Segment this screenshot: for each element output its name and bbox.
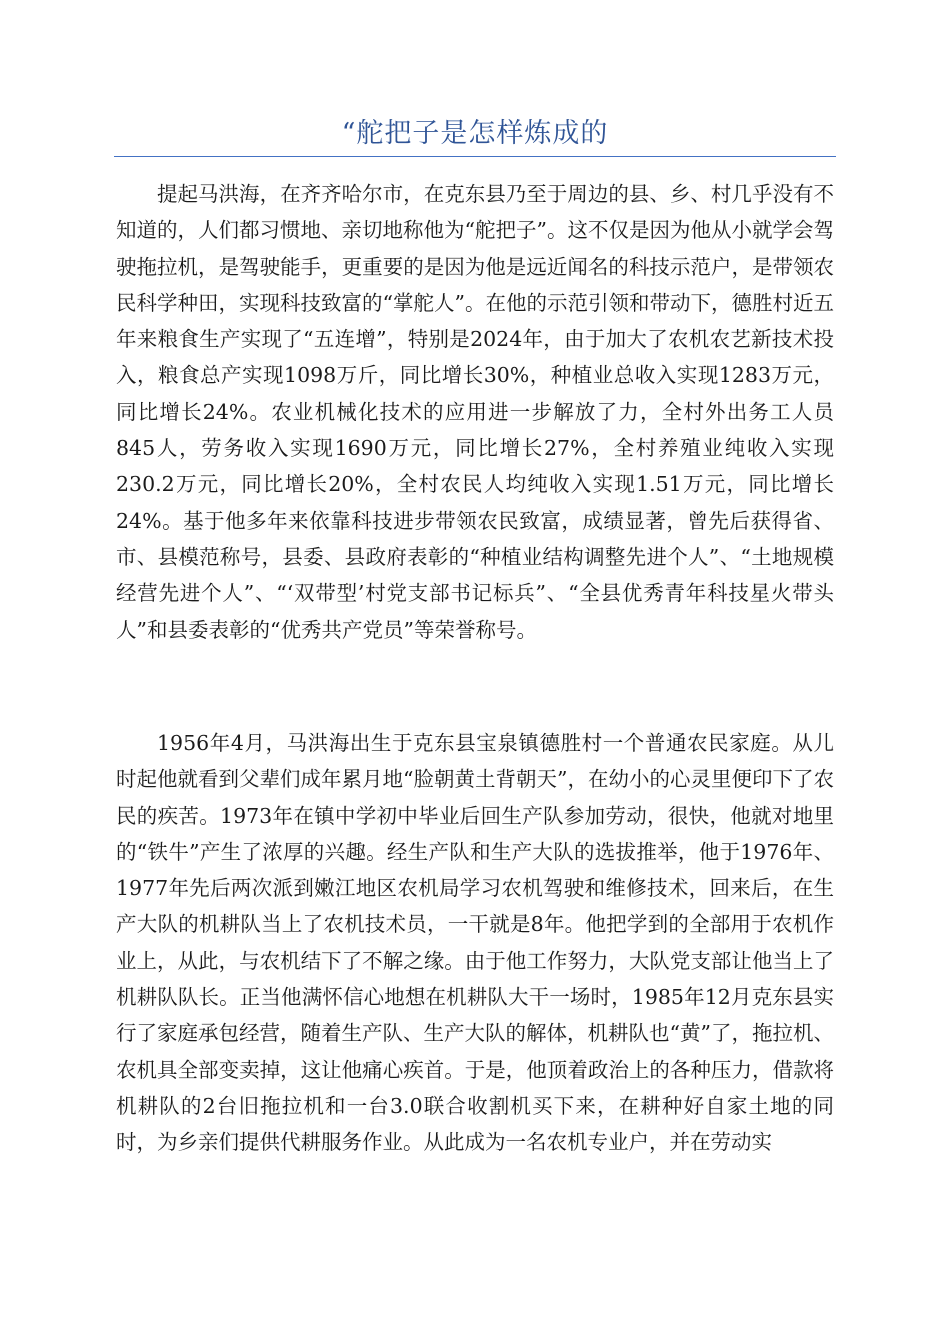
document-title: “舵把子是怎样炼成的 — [341, 118, 609, 149]
title-block — [114, 112, 836, 157]
paragraph-biography: 1956年4月，马洪海出生于克东县宝泉镇德胜村一个普通农民家庭。从儿时起他就看到父辈们成年累月地“脸朝黄土背朝天”，在幼小的心灵里便印下了农民的疾苦。1973年在镇中学初中毕业后回生产队参加劳动，很快，他就对地里的“铁牛”产生了浓厚的兴趣。经生产队和生产大队的选拔推举，他于1976年、1977年先后两次派到嫩江地区农机局学习农机驾驶和维修技术，回来后，在生产大队的机耕队当上了农机技术员，一干就是8年。他把学到的全部用于农机作业上，从此，与农机结下了不解之缘。由于他工作努力，大队党支部让他当上了机耕队队长。正当他满怀信心地想在机耕队大干一场时，1985年12月克东县实行了家庭承包经营，随着生产队、生产大队的解体，机耕队也“黄”了，拖拉机、农机具全部变卖掉，这让他痛心疾首。于是，他顶着政治上的各种压力，借款将机耕队的2台旧拖拉机和一台3.0联合收割机买下来，在耕种好自家土地的同时，为乡亲们提供代耕服务作业。从此成为一名农机专业户，并在劳动实 — [116, 731, 834, 1155]
paragraph-intro: 提起马洪海，在齐齐哈尔市，在克东县乃至于周边的县、乡、村几乎没有不知道的，人们都习惯地、亲切地称他为“舵把子”。这不仅是因为他从小就学会驾驶拖拉机，是驾驶能手，更重要的是因为他是远近闻名的科技示范户，是带领农民科学种田，实现科技致富的“掌舵人”。在他的示范引领和带动下，德胜村近五年来粮食生产实现了“五连增”，特别是2024年，由于加大了农机农艺新技术投入，粮食总产实现1098万斤，同比增长30%，种植业总收入实现1283万元，同比增长24%。农业机械化技术的应用进一步解放了力，全村外出务工人员845人，劳务收入实现1690万元，同比增长27%，全村养殖业纯收入实现230.2万元，同比增长20%，全村农民人均纯收入实现1.51万元，同比增长24%。基于他多年来依靠科技进步带领农民致富，成绩显著，曾先后获得省、市、县模范称号，县委、县政府表彰的“种植业结构调整先进个人”、“土地规模经营先进个人”、“‘双带型’村党支部书记标兵”、“全县优秀青年科技星火带头人”和县委表彰的“优秀共产党员”等荣誉称号。 — [116, 182, 834, 642]
